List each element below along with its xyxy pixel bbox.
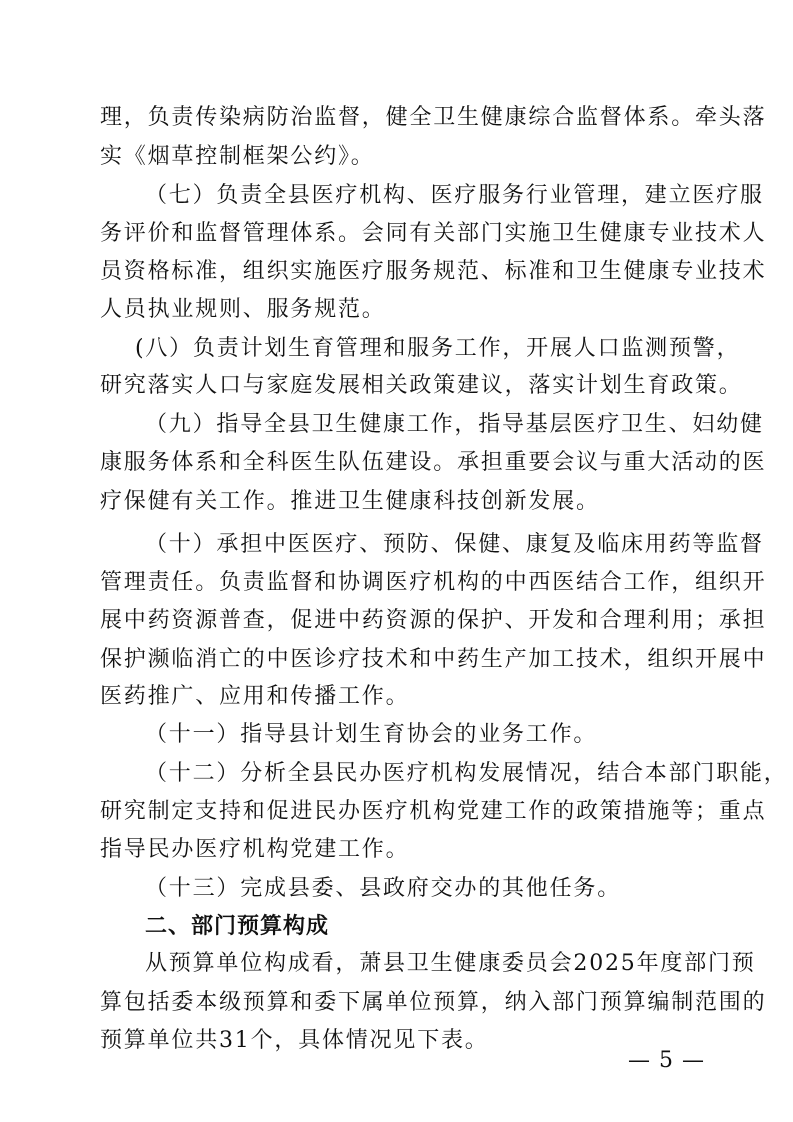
text-line: 从预算单位构成看，萧县卫生健康委员会2025年度部门预 [145,951,756,976]
text-line: 算包括委本级预算和委下属单位预算，纳入部门预算编制范围的 [100,990,767,1015]
text-line: (八）负责计划生育管理和服务工作，开展人口监测预警， [135,336,741,361]
text-line: 理，负责传染病防治监督，健全卫生健康综合监督体系。牵头落 [100,105,767,130]
text-line: （九）指导全县卫生健康工作，指导基层医疗卫生、妇幼健 [145,412,764,437]
section-heading: 二、部门预算构成 [145,914,330,939]
text-line: 人员执业规则、服务规范。 [100,297,386,322]
text-line: 务评价和监督管理体系。会同有关部门实施卫生健康专业技术人 [100,221,767,246]
text-line: 疗保健有关工作。推进卫生健康科技创新发展。 [100,489,600,514]
text-line: 康服务体系和全科医生队伍建设。承担重要会议与重大活动的医 [100,450,767,475]
page-number: — 5 — [628,1048,705,1073]
text-line: 展中药资源普查，促进中药资源的保护、开发和合理利用；承担 [100,608,767,633]
text-line: 研究制定支持和促进民办医疗机构党建工作的政策措施等；重点 [100,799,767,824]
text-line: 保护濒临消亡的中医诊疗技术和中药生产加工技术，组织开展中 [100,647,767,672]
text-line: 研究落实人口与家庭发展相关政策建议，落实计划生育政策。 [100,373,743,398]
text-line: （十）承担中医医疗、预防、保健、康复及临床用药等监督 [145,532,764,557]
text-line: （七）负责全县医疗机构、医疗服务行业管理，建立医疗服 [145,183,764,208]
text-line: 医药推广、应用和传播工作。 [100,684,410,709]
text-line: 管理责任。负责监督和协调医疗机构的中西医结合工作，组织开 [100,570,767,595]
text-line: 指导民办医疗机构党建工作。 [100,837,410,862]
text-line: （十二）分析全县民办医疗机构发展情况，结合本部门职能， [145,761,788,786]
text-line: 员资格标准，组织实施医疗服务规范、标准和卫生健康专业技术 [100,259,767,284]
text-line: 预算单位共31个，具体情况见下表。 [100,1028,489,1053]
text-line: （十三）完成县委、县政府交办的其他任务。 [145,876,622,901]
text-line: 实《烟草控制框架公约》。 [100,144,375,169]
text-line: （十一）指导县计划生育协会的业务工作。 [145,722,598,747]
